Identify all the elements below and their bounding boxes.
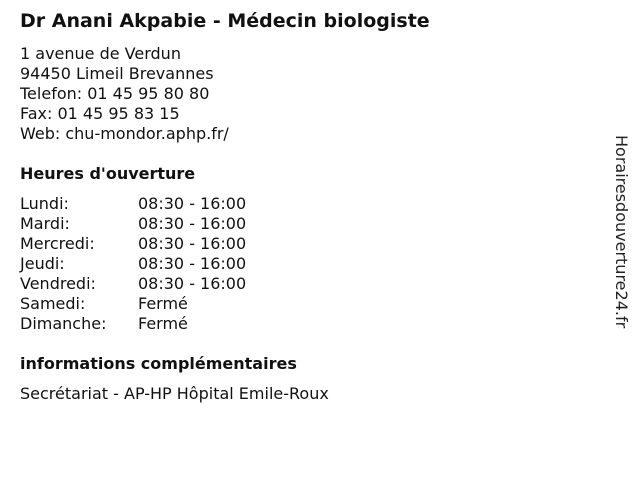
day-label: Jeudi: [20,254,65,273]
hours-row-thursday [20,254,246,274]
street-address: 1 avenue de Verdun [20,44,181,63]
day-label: Mardi: [20,214,70,233]
hours-row-friday [20,274,246,294]
page-title: Dr Anani Akpabie - Médecin biologiste [20,10,430,32]
time-value: 08:30 - 16:00 [138,274,247,293]
fax-number: Fax: 01 45 95 83 15 [20,104,180,123]
hours-row-monday [20,194,246,214]
time-value: 08:30 - 16:00 [138,234,247,253]
hours-row-tuesday [20,214,246,234]
hours-row-wednesday [20,234,246,254]
day-label: Dimanche: [20,314,107,333]
hours-row-sunday [20,314,246,334]
hours-heading: Heures d'ouverture [20,164,196,183]
site-watermark: Horairesdouverture24.fr [612,135,631,329]
info-heading: informations complémentaires [20,354,297,373]
day-label: Samedi: [20,294,86,313]
day-label: Mercredi: [20,234,95,253]
time-value: Fermé [138,314,188,333]
info-text: Secrétariat - AP-HP Hôpital Emile-Roux [20,384,329,403]
opening-hours-table [20,194,246,334]
address-block [20,44,229,144]
time-value: 08:30 - 16:00 [138,194,247,213]
time-value: 08:30 - 16:00 [138,254,247,273]
time-value: Fermé [138,294,188,313]
day-label: Vendredi: [20,274,96,293]
phone-number: Telefon: 01 45 95 80 80 [20,84,210,103]
hours-row-saturday [20,294,246,314]
website-link: Web: chu-mondor.aphp.fr/ [20,124,229,143]
city-address: 94450 Limeil Brevannes [20,64,214,83]
time-value: 08:30 - 16:00 [138,214,247,233]
day-label: Lundi: [20,194,69,213]
